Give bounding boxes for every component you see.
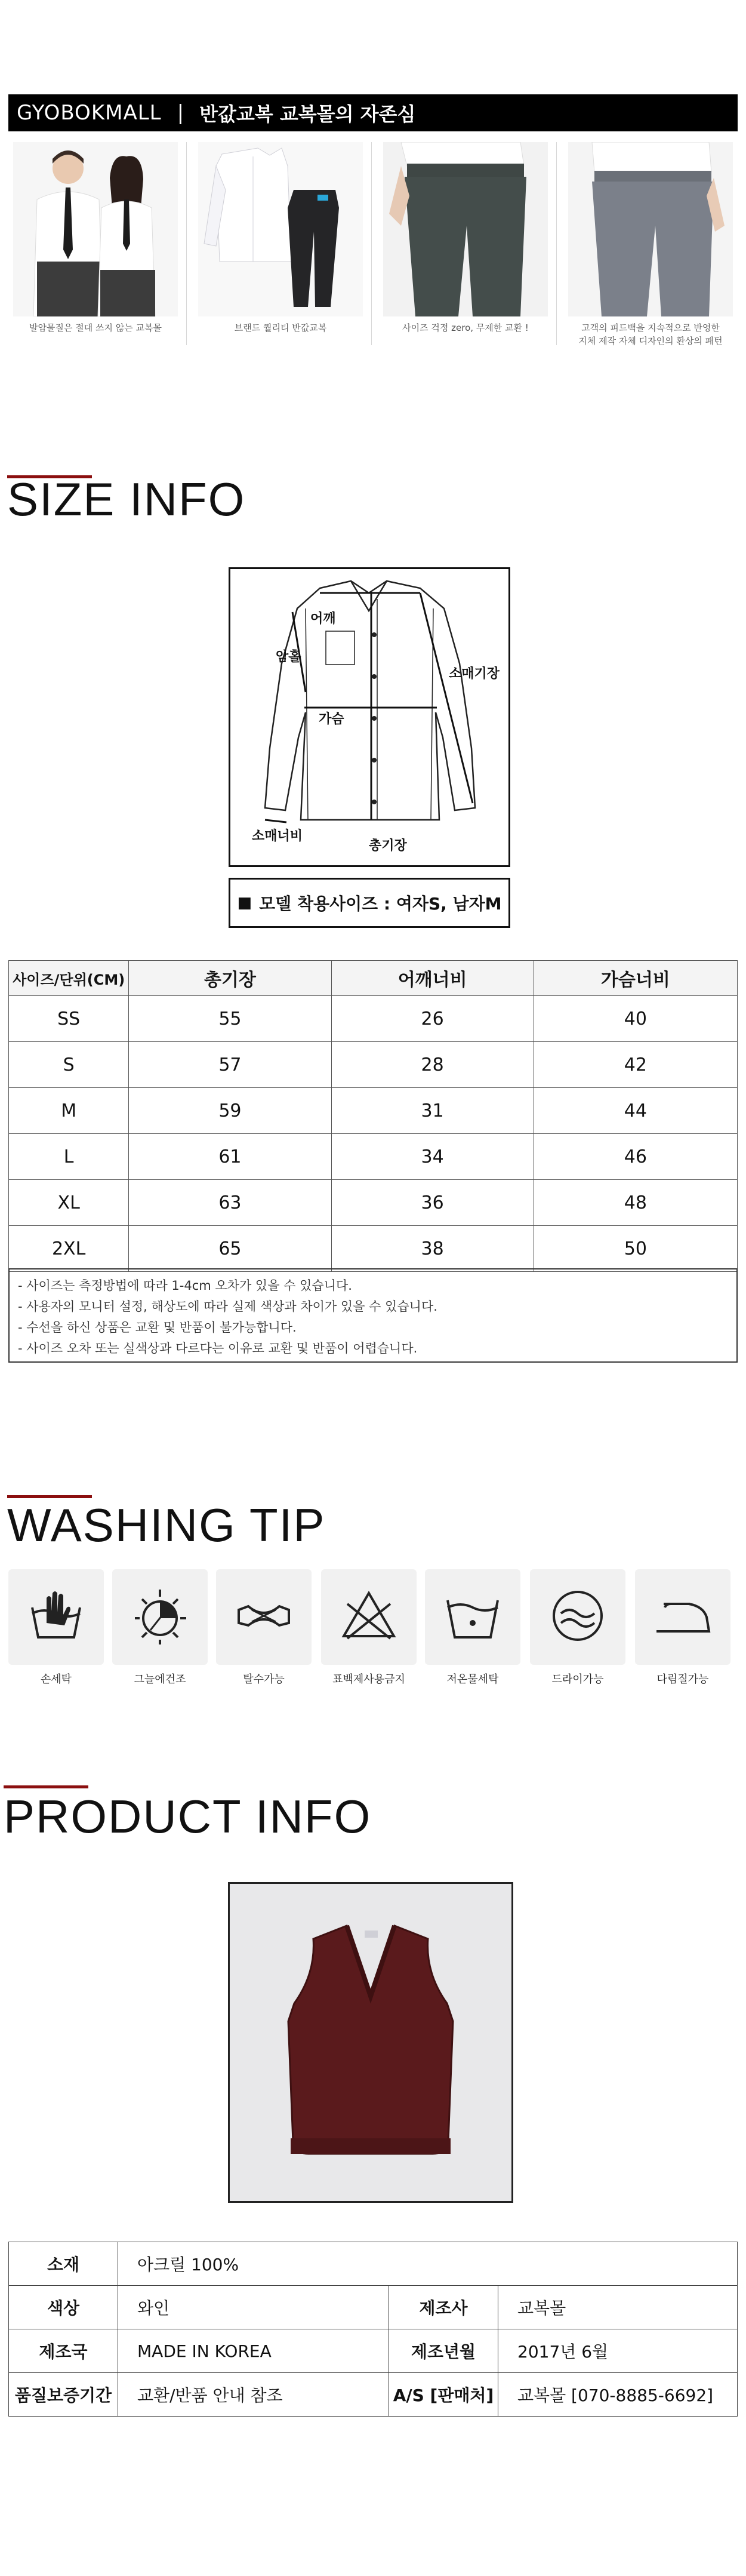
size-cell: SS (9, 996, 129, 1042)
chest-cell: 42 (534, 1042, 737, 1088)
iron-icon (653, 1586, 713, 1646)
hand-wash-icon (26, 1586, 86, 1646)
warranty-value: 교환/반품 안내 참조 (118, 2373, 389, 2417)
size-cell: L (9, 1134, 129, 1180)
note-line: - 사이즈 오차 또는 실색상과 다르다는 이유로 교환 및 반품이 어렵습니다. (18, 1341, 418, 1355)
wash-item-hand-wash (8, 1569, 104, 1690)
product-photo (228, 1882, 513, 2203)
wash-label: 그늘에건조 (134, 1673, 186, 1686)
maker-label: 제조사 (389, 2286, 498, 2329)
label-sleeve-length: 소매기장 (449, 666, 500, 681)
table-row (9, 1180, 738, 1226)
brand-slogan: 반값교복 교복몰의 자존심 (199, 103, 416, 125)
chest-cell: 44 (534, 1088, 737, 1134)
size-cell: XL (9, 1180, 129, 1226)
wash-item-dry-clean (530, 1569, 625, 1690)
shirt-pants-photo (198, 142, 363, 316)
model-size-text: 모델 착용사이즈 : 여자S, 남자M (259, 894, 502, 914)
wash-item-iron (635, 1569, 730, 1690)
washing-tip-title: WASHING TIP (7, 1499, 326, 1551)
wash-item-no-bleach (321, 1569, 417, 1690)
size-table-header (9, 961, 738, 996)
shoulder-cell: 31 (331, 1088, 534, 1134)
total-length-cell: 55 (129, 996, 331, 1042)
wash-item-wring (216, 1569, 312, 1690)
feature-caption: 고객의 피드백을 지속적으로 반영한 지체 제작 자체 디자인의 환상의 패턴 (578, 322, 723, 346)
shoulder-cell: 34 (331, 1134, 534, 1180)
feature-students (6, 142, 185, 351)
feature-shirt-pants (191, 142, 370, 351)
product-spec-table (8, 2242, 738, 2417)
brand-bar (8, 94, 738, 131)
shoulder-cell: 26 (331, 996, 534, 1042)
chest-cell: 50 (534, 1226, 737, 1272)
section-accent-line (4, 1785, 88, 1788)
chest-cell: 46 (534, 1134, 737, 1180)
table-row (9, 996, 738, 1042)
label-total-length: 총기장 (369, 838, 407, 853)
shirt-diagram-svg (230, 569, 508, 865)
header-size-unit: 사이즈/단위(CM) (9, 961, 129, 996)
dark-pants-photo (383, 142, 548, 316)
wash-item-shade-dry (112, 1569, 208, 1690)
shoulder-cell: 38 (331, 1226, 534, 1272)
table-row (9, 2242, 738, 2286)
shoulder-cell: 36 (331, 1180, 534, 1226)
students-photo (13, 142, 178, 316)
country-label: 제조국 (9, 2329, 118, 2373)
wash-label: 다림질가능 (656, 1673, 709, 1686)
size-table (8, 960, 738, 1272)
no-bleach-icon (339, 1586, 399, 1646)
label-chest: 가슴 (319, 712, 344, 727)
color-label: 색상 (9, 2286, 118, 2329)
feature-dark-pants (376, 142, 555, 351)
feature-caption: 사이즈 걱정 zero, 무제한 교환 ! (402, 322, 529, 333)
wring-icon (234, 1586, 294, 1646)
total-length-cell: 61 (129, 1134, 331, 1180)
label-sleeve-width: 소매너비 (252, 829, 303, 844)
divider (556, 142, 557, 345)
wash-label: 저온물세탁 (446, 1673, 499, 1686)
feature-caption: 브랜드 퀄리티 반값교복 (234, 322, 327, 333)
size-notes (8, 1268, 738, 1363)
section-accent-line (7, 1495, 92, 1498)
table-row (9, 2286, 738, 2329)
as-value: 교복몰 [070-8885-6692] (498, 2373, 738, 2417)
material-value: 아크릴 100% (118, 2242, 738, 2286)
chest-cell: 40 (534, 996, 737, 1042)
divider (186, 142, 187, 345)
shade-dry-icon (130, 1586, 190, 1646)
table-row (9, 1226, 738, 1272)
gray-pants-photo (568, 142, 733, 316)
shoulder-cell: 28 (331, 1042, 534, 1088)
maker-value: 교복몰 (498, 2286, 738, 2329)
feature-gray-pants (561, 142, 740, 351)
table-row (9, 2329, 738, 2373)
header-shoulder-width: 어깨너비 (331, 961, 534, 996)
wash-label: 드라이가능 (551, 1673, 604, 1686)
wash-label: 표백제사용금지 (332, 1673, 405, 1686)
total-length-cell: 63 (129, 1180, 331, 1226)
shirt-measurement-diagram (229, 567, 510, 867)
wash-label: 탈수가능 (243, 1673, 285, 1686)
table-row (9, 1088, 738, 1134)
color-value: 와인 (118, 2286, 389, 2329)
total-length-cell: 57 (129, 1042, 331, 1088)
dry-clean-icon (548, 1586, 608, 1646)
table-row (9, 1134, 738, 1180)
divider (371, 142, 372, 345)
country-value: MADE IN KOREA (118, 2329, 389, 2373)
table-row (9, 2373, 738, 2417)
note-line: - 사용자의 모니터 설정, 해상도에 따라 실제 색상과 차이가 있을 수 있습니다. (18, 1299, 437, 1314)
brand-name: GYOBOKMALL (17, 101, 162, 125)
note-line: - 사이즈는 측정방법에 따라 1-4cm 오차가 있을 수 있습니다. (18, 1278, 352, 1293)
low-temp-wash-icon (443, 1586, 503, 1646)
size-info-title: SIZE INFO (7, 473, 246, 525)
label-shoulder: 어깨 (310, 611, 336, 626)
total-length-cell: 65 (129, 1226, 331, 1272)
as-label: A/S [판매처] (389, 2373, 498, 2417)
header-total-length: 총기장 (129, 961, 331, 996)
total-length-cell: 59 (129, 1088, 331, 1134)
date-label: 제조년월 (389, 2329, 498, 2373)
header-chest-width: 가슴너비 (534, 961, 737, 996)
label-armhole: 암홀 (276, 650, 301, 665)
chest-cell: 48 (534, 1180, 737, 1226)
feature-caption: 발암물질은 절대 쓰지 않는 교복몰 (29, 322, 162, 333)
table-row (9, 1042, 738, 1088)
material-label: 소재 (9, 2242, 118, 2286)
size-cell: M (9, 1088, 129, 1134)
wash-item-low-temp (425, 1569, 520, 1690)
bullet-square: ■ (237, 894, 252, 912)
wash-label: 손세탁 (40, 1673, 72, 1686)
product-info-title: PRODUCT INFO (4, 1790, 372, 1843)
brand-separator: | (177, 101, 184, 125)
model-size-note (229, 878, 510, 928)
size-cell: 2XL (9, 1226, 129, 1272)
date-value: 2017년 6월 (498, 2329, 738, 2373)
size-cell: S (9, 1042, 129, 1088)
vest-image (230, 1884, 511, 2201)
note-line: - 수선을 하신 상품은 교환 및 반품이 불가능합니다. (18, 1320, 297, 1335)
warranty-label: 품질보증기간 (9, 2373, 118, 2417)
